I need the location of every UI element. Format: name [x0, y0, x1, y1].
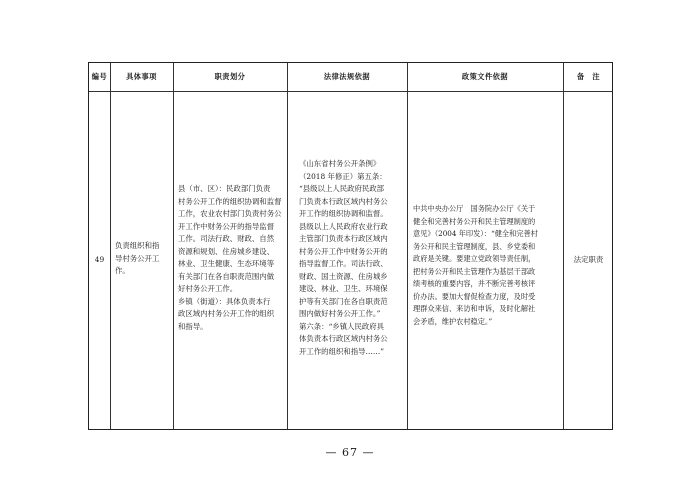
- laws-line: 村务公开工作中财务公开的: [299, 246, 388, 256]
- item-cell: [115, 240, 171, 278]
- responsibility-table: [88, 62, 613, 430]
- column-divider: [173, 63, 174, 429]
- column-divider: [110, 63, 111, 429]
- header-policy: 政策文件依据: [461, 72, 509, 81]
- policy-line: 意见》（2004 年印发）：“健全和完善村: [413, 229, 538, 238]
- header-number: 编号: [91, 72, 108, 81]
- laws-line: 《山东省村务公开条例》: [299, 159, 381, 168]
- duties-line: 县（市、区）：民政部门负责: [178, 184, 271, 193]
- policy-line: 务公开和民主管理制度，县、乡党委和: [413, 241, 536, 251]
- column-divider: [287, 63, 288, 429]
- laws-line: 体负责本行政区域内村务公: [299, 334, 388, 343]
- duties-line: 有关部门在各自职责范围内做: [178, 271, 275, 281]
- policy-cell: [413, 203, 563, 328]
- duties-line: 资源和规划、住房城乡建设、: [178, 246, 275, 256]
- duties-line: 和指导。: [178, 321, 208, 331]
- duties-line: 林业、卫生健康、生态环境等: [178, 259, 275, 268]
- laws-line: 开工作的组织和指导……”: [299, 346, 385, 356]
- column-divider: [407, 63, 408, 429]
- duties-line: 政区域内村务公开工作的组织: [178, 309, 275, 318]
- header-divider: [89, 91, 612, 92]
- duties-line: 村务公开工作的组织协调和监督: [178, 196, 282, 206]
- duties-line: 工作，农业农村部门负责村务公: [178, 209, 282, 218]
- policy-line: 健全和完善村务公开和民主管理制度的: [413, 216, 536, 226]
- laws-line: 指导监督工作。司法行政、: [299, 259, 388, 268]
- duties-line: 乡镇（街道）：具体负责本行: [178, 296, 271, 306]
- laws-line: 开工作的组织协调和监督。: [299, 209, 388, 218]
- policy-line: 价办法。要加大督促检查力度，及时受: [413, 291, 536, 301]
- page-number: — 67 —: [325, 446, 375, 459]
- row-number: 49: [94, 254, 105, 264]
- header-item: 具体事项: [126, 72, 157, 81]
- laws-line: “县级以上人民政府民政部: [299, 184, 385, 193]
- laws-line: （2018 年修正）第五条：: [299, 171, 387, 181]
- laws-line: 县级以上人民政府农业行政: [299, 221, 388, 231]
- header-remark: 备 注: [576, 72, 601, 81]
- policy-line: 绩考核的重要内容，并不断完善考核评: [413, 279, 536, 288]
- laws-line: 第六条：“乡镇人民政府具: [299, 321, 385, 331]
- laws-cell: [299, 158, 405, 358]
- laws-line: 建设、林业、卫生、环境保: [299, 284, 388, 293]
- remark-text: 法定职责: [573, 254, 604, 264]
- laws-line: 围内做好村务公开工作。”: [299, 309, 381, 318]
- duties-cell: [178, 183, 286, 333]
- laws-line: 门负责本行政区域内村务公: [299, 196, 388, 206]
- header-laws: 法律法规依据: [323, 72, 371, 81]
- header-duties: 职责划分: [214, 72, 246, 81]
- laws-line: 主管部门负责本行政区域内: [299, 234, 388, 243]
- policy-line: 政府是关键。要建立党政领导责任制，: [413, 254, 536, 263]
- item-line: 导村务公开工: [115, 253, 160, 263]
- duties-line: 工作。司法行政、财政、自然: [178, 234, 275, 243]
- laws-line: 护等有关部门在各自职责范: [299, 296, 388, 306]
- policy-line: 把村务公开和民主管理作为基层干部政: [413, 266, 536, 276]
- policy-line: 理群众来信、来访和申诉，及时化解社: [413, 304, 536, 313]
- policy-line: 会矛盾，维护农村稳定。”: [413, 316, 493, 326]
- laws-line: 财政、国土资源、住房城乡: [299, 271, 388, 281]
- item-line: 作。: [115, 266, 130, 275]
- item-line: 负责组织和指: [115, 241, 160, 250]
- duties-line: 开工作中财务公开的指导监督: [178, 221, 275, 231]
- remark-cell: [563, 91, 614, 429]
- row-number-cell: [89, 91, 110, 429]
- policy-line: 中共中央办公厅 国务院办公厅《关于: [413, 204, 536, 213]
- duties-line: 好村务公开工作。: [178, 284, 238, 293]
